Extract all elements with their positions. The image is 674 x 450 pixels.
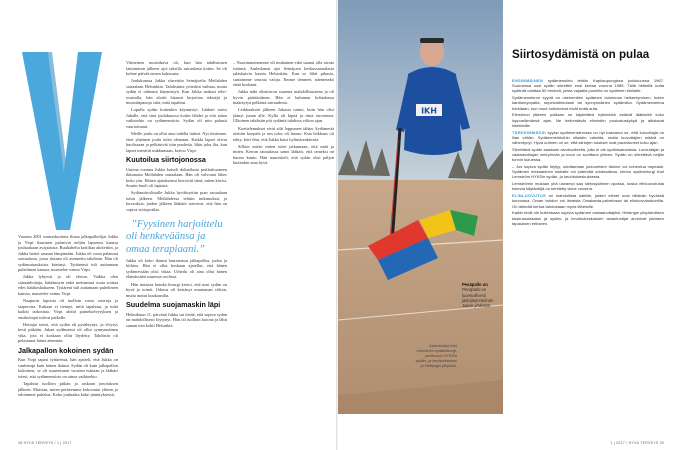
- sidebar-paragraph: Sydämensiirron syynä on useimmiten sydämen toiminnan heikentyminen, kuten kardiomyopatia, sepelvaltimotauti tai synnynnäinen sydänvika. Sydämensiirtoa harkitaan, kun muut hoitokeinot eivät enää auta.: [512, 95, 664, 111]
- paragraph: Tapahtui tuolloin pitkän ja raskaan jonotuksen jälkeen. Muistan, miten perheemme kokoontui yhteen ja odotimme puhelua. Koko jouluaika kului jännityksessä.: [18, 380, 118, 398]
- photo-caption: [462, 282, 504, 308]
- paragraph: Hoitajat totesi, että sydän oli pysähtynyt, ja elvytys kesti pitkään. Jukan sydämessä oli ollut synnynnäinen vika, jota ei koskaan ollut löydetty. Tahdistin oli pelastanut hänet aiemmin.: [18, 321, 118, 344]
- sidebar-column: [512, 78, 664, 430]
- paragraph: Jukka lyhyesti ja oli eloton. Vaikka olen sairaanhoitaja, hätäännyin enkä meinannut osata soittaa edes hätäkeskukseen. Tyttäreni tuli auttamaan puhelimen kanssa, muistelee vaimo Virpi.: [18, 274, 118, 296]
- svg-text:IKH: IKH: [421, 106, 437, 116]
- expert-caption: [415, 344, 457, 369]
- sidebar-paragraph: Elinsiirron jälkeen potilaan on käytettävä hylkimistä estäviä lääkkeitä koko loppuelämänsä ajan. Ne heikentävät elimistön puolustuskykyä ja altistavat infektioille.: [512, 112, 664, 128]
- paragraph: Lopulla sydän kuitenkin käynnistyi. Lääkäri totesi Jukalle, että sinä joulukuussa kotiin lähdet ja että ainoa vaihtoehto on sydämensiirto. Sydän oli niin pahasti vaurioitunut.: [126, 107, 227, 130]
- drop-cap-v-icon: [22, 52, 102, 230]
- section-heading: Jalkapallon kokoinen sydän: [18, 345, 114, 355]
- paragraph: Jukka näki elinsiirron suurena mahdollisuutena ja oli hyvin päättäväinen. Hän ei halunnut kohtalonsa määräytyä pelkästä sairaudesta.: [233, 89, 334, 106]
- page-footer-left: 38 HYVÄ TERVEYS / 1 | 2017: [18, 441, 72, 445]
- sidebar-paragraph: Lemströmin mukaan yhä useampi saa siirtosydämen ajoissa, koska elinluovutusta tukevia käytäntöjä on kehitetty viime vuosina.: [512, 181, 664, 192]
- paragraph: Meille joulu on ollut aina todella tärkeä. Nyt tiesimme, ettei yhteinen joulu tulisi olemaan. Kaikki lapset olivat huolissaan ja pelkäsivät isän puolesta. Itkin joka ilta, kun lapset menivät nukkumaan, kertoo Virpi.: [126, 131, 227, 153]
- section-heading: Kuutoilua siirtojonossa: [126, 155, 206, 165]
- expert-caption-text: Asiantuntija Kari Lemström sydänkirurgi, professori HYKSin sydän- ja keuhkokeskus ja Helsingin yliopisto.: [415, 343, 457, 368]
- left-column-3: [233, 60, 334, 430]
- sidebar-paragraph: Kaikki eivät ole kuitenkaan sopivia sydämen vastaanottajiksi. Helsingin yliopistollisen keskussairaalan ja sydän- ja keuhkokeskuksen asiantuntijat arvioivat jokaisen tapauksen erikseen.: [512, 210, 664, 226]
- sidebar-paragraph: – Jos sopiva sydän löytyy, odottamaan joutuneiden tilanne voi kohentua nopeasti. Sydämen mekaaninen tukilaite voi pidentää odotusaikaa, kertoo sydänkirurgi Kari Lemström HYKSin sydän- ja keuhkokeskuksesta.: [512, 164, 664, 180]
- paragraph: Leikkauksen jälkeen Jukasta tuntui, kuin hän olisi jäänyt junan alle. Kylki oli kipeä ja rinta turvonnut. Ulkoinen tahdistin piti sydäntä tahdissa viikon ajan.: [233, 107, 334, 124]
- sidebar-paragraph: TÄRKEIMMÄKSI syyksi sydämensiirrossa on nyt kasvanut se, että luovuttajia on liian vähän. Sydämensiirtoihin oltaisiin valmiita, mutta luovuttajien määrä on vähentynyt. Hyvä uutinen on se, että siirtojen tulokset ovat parantuneet koko ajan.: [512, 129, 664, 146]
- left-column-2: [126, 60, 227, 430]
- caption-lead: Pesäpallo on: [462, 282, 488, 287]
- paragraph: Kun Virpi tapasi tyttärensä, hän ajatteli, että Jukka on vanhempi kuin hänen ikänsä. Sydän oli kuin jalkapallon kokoinen, se oli suurentunut vuosien mittaan ja lääkäri totesi, että sydämensiirto on ainoa vaihtoehto.: [18, 357, 118, 379]
- paragraph: Sydänsiirtolistalle Jukka hyväksyttiin pian sairaalaan tulon jälkeen. Meilahdessa tehtiin tutkimuksia ja kuvauksia, joiden jälkeen lääkärit totesivat, että hän on sopiva siirtopotilas.: [126, 190, 227, 212]
- left-column-1: [18, 234, 118, 430]
- caption-text: Pesäpallo on luonnollisesti jatkojärjestelmän Jukan yhdistää.: [462, 287, 494, 309]
- paragraph: – Nuorimmaisemme oli muhainen eikä saanut olla tavata isäänsä. Ambulanssi ajoi Seinäjoen keskussairaalasta jalaskaivin kautta Helsinkiin. Kun se lähti pihasta, saatoimme seurata valoja. Emme tienneet, näemmekö enää koskaan.: [233, 60, 334, 88]
- paragraph: Naapurin lapsista oli tuolloin vasta vauvoja ja taaperoita. Kukaan ei tiennyt, mitä tapahtuu, ja mitä kaikki tarkoittaa. Virpi aloitti paineluelvytyksen ja ensihoitajat tulivat paikalle.: [18, 298, 118, 320]
- paragraph: Joulukuussa Jukka siirrettiin Seinäjoelta Meilahden sairaalaan Helsinkiin. Tahdistinta yritettiin vaihtaa, mutta sydän ei tahtonut käynnistyä. Kun Jukka makasi teho-osastolla, hän aloitti hitaasti kirjoittaa tekstejä ja muistiinpanoja siitä, mitä tapahtui.: [126, 78, 227, 106]
- section-heading: Suudelma suojamaskin läpi: [126, 300, 221, 310]
- sidebar-paragraph: Siirrettävä sydän saadaan aivokuolleelta, jolla ei ole sydänsairauksia. Luovuttajan ja vastaanottajan veriryhmän ja koon on sovittava yhteen. Sydän on siirrettävä neljän tunnin kuluessa.: [512, 146, 664, 163]
- paragraph: Hän muistaa kuinka kirurgi kertoi, että uusi sydän on hyvä ja toimii. Odotus oli kestänyt muutaman viikon, mutta tuntui kuukausilta.: [126, 281, 227, 298]
- paragraph: Viimeinen muistikuva oli, kun hän tahdistimen laittamisen jälkeen ajoi taksilla sairaalasta kotiin. Se oli kolme päivää ennen kohtausta.: [126, 60, 227, 77]
- paragraph: Helmikuun 11. päivänä Jukka sai tietää, että sopiva sydän on mahdollisesti löytynyt. Hän oli tuolloin kotona ja lähti saman tien kohti Helsinkiä.: [126, 311, 227, 328]
- sidebar-paragraph: ELINLUOVUTUS on mahdollista kaikille, joiden elimet ovat riittävän hyvässä kunnossa. Oman tahdon voi ilmaista Omakanta-palvelussa tai elinluovutuskortilla. On tärkeää kertoa tahdostaan myös läheisille.: [512, 193, 664, 209]
- paragraph: Jukka oli koko ikänsä harrastanut jalkapalloa, judoa ja hiihtoa. Hän ei ollut koskaan ajatellut, että hänen sydämessään olisi vikaa. Urheilu oli aina ollut hänen elämässään suuressa roolissa.: [126, 257, 227, 280]
- paragraph: Silloin mietti miten tulee jatkumaan, että mitä ja miten. Kerran sairaalassa sanoi lääkäri, että onneksi on huono kunto. Hän naureskeli, että sydän olisi paljon kuitenkin aina hyvä.: [233, 143, 334, 166]
- intro-paragraph: Vuonna 2001 marraskuisena iltana jalkapalloilijat Jukka ja Virpi Saarinen palasivat neljän lapsensa kanssa jouluaikaan avajaisista. Ruuhaltelta kotiiltaa aloitettiin, ja Jukka lattioi saunan lämpimään. Jukka oli vasta palannut saivaalasta, jossa rintaan oli asennettu tahdistin. Hän oli sydänsairauksista kärsinyt. Tyttärensä tuli auttamaan puhelimen kanssa, muistelee vaimo Virpi.: [18, 234, 118, 273]
- pull-quote: ”Fyysinen harjoittelu oli henkeväänsa ja omaa terapiaani.”: [126, 218, 223, 255]
- paragraph: Koettelemukset eivät silti loppuneet tähän. Sydämestä otettiin koepala ja sen tulos oli huono. Kun leikkaus oli tehty, kävi ilmi, että Jukka kärsi hylintäreaktiosta.: [233, 125, 334, 142]
- page-footer-right: 1 | 2017 / HYVÄ TERVEYS 39: [610, 441, 664, 445]
- sidebar-headline: Siirtosydämistä on pulaa: [512, 48, 650, 61]
- sidebar-paragraph: ENSIMMÄINEN sydämensiirto tehtiin Kapkaupungissa joulukuussa 1967. Suomessa uusi sydän siirrettiin ensi kertaa vuonna 1985. Tällä hetkellä uutta sydäntä odottaa 50 henkeä, joista vajaalla puolella on sydämen tukilaite.: [512, 78, 664, 94]
- paragraph: Uutena vuonna Jukka katseli doltatilasta potilashuoneen ikkunasta Meilahden sairaalaan. Hän oli valvonut lähes koko yön. Hänen ajatuksensa kiersivät siinä, miten kävisi. Suurin huoli oli lapsista.: [126, 166, 227, 189]
